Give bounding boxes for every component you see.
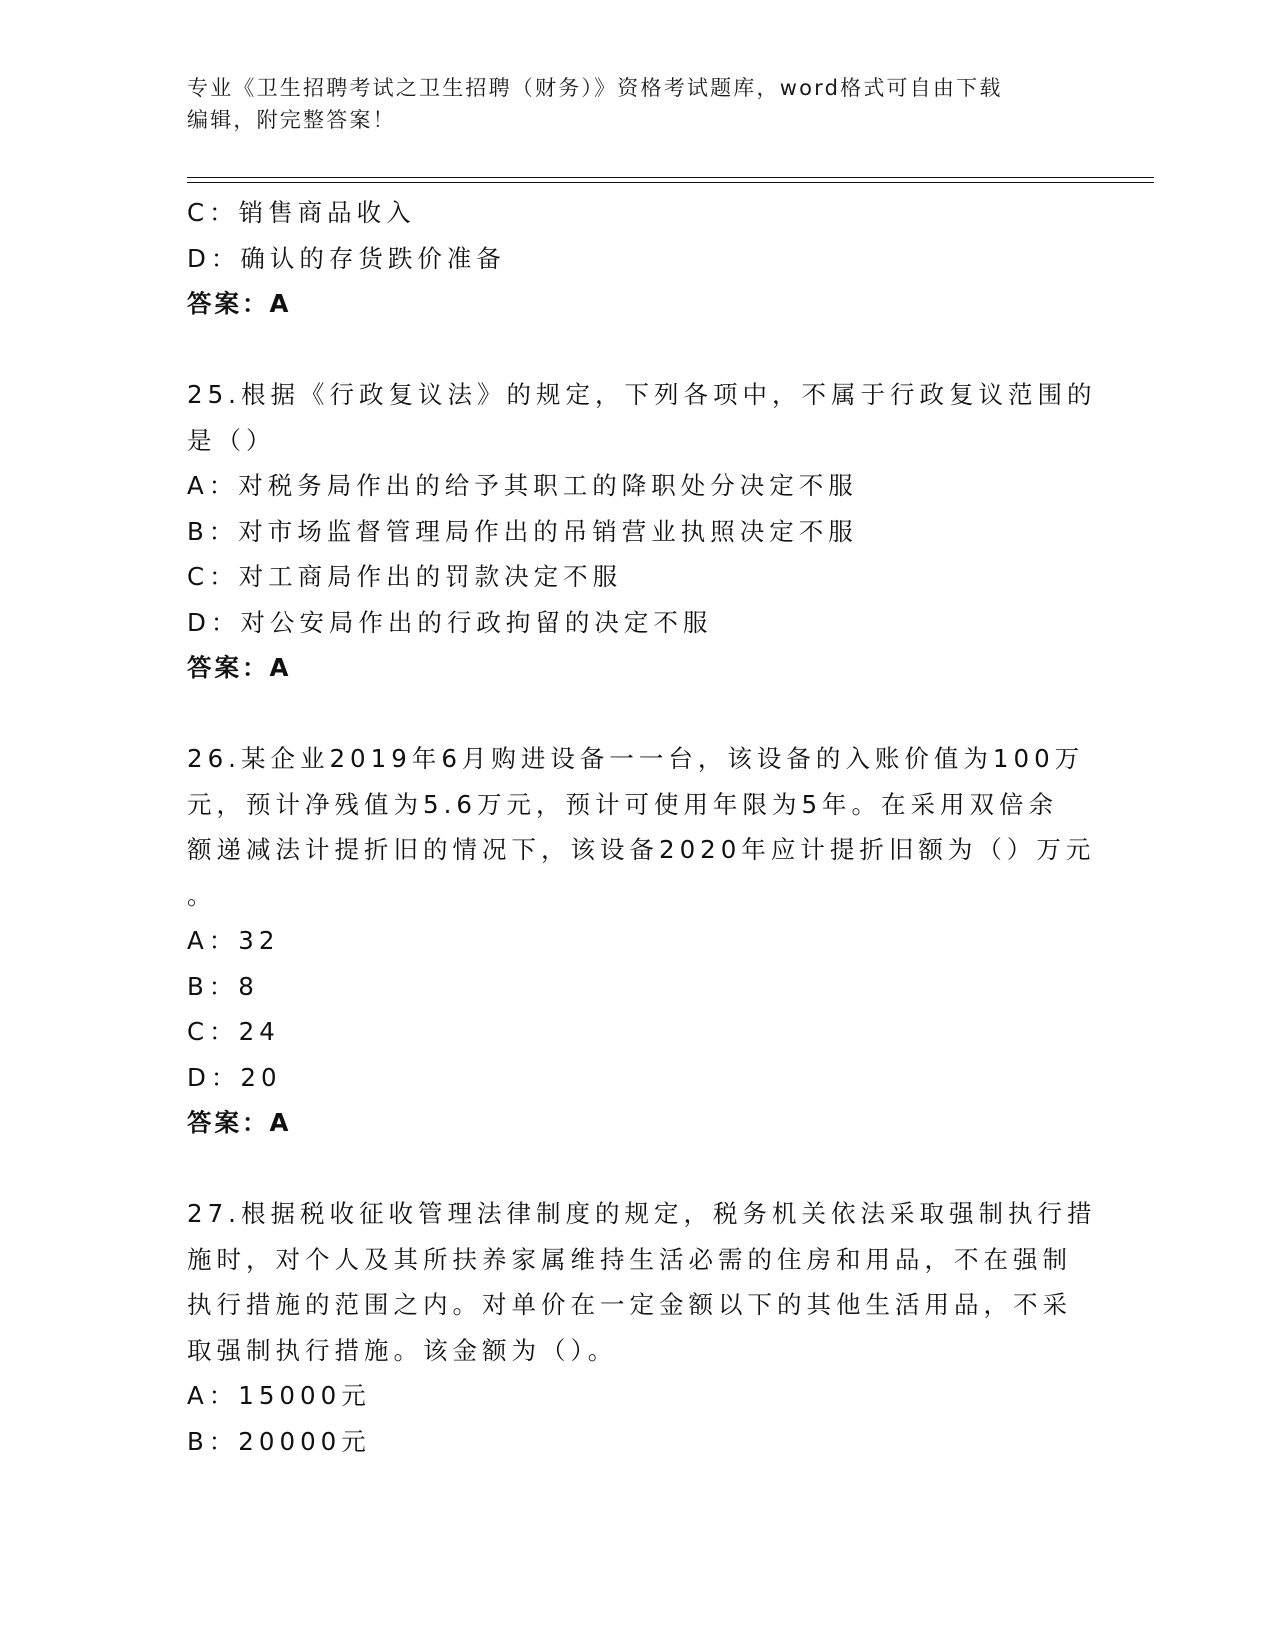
option-c: C：24: [187, 1017, 280, 1046]
question-stem: 施时，对个人及其所扶养家属维持生活必需的住房和用品，不在强制: [187, 1244, 1072, 1274]
previous-question-tail: [187, 190, 1087, 327]
answer: 答案：A: [187, 289, 292, 318]
question-stem: 执行措施的范围之内。对单价在一定金额以下的其他生活用品，不采: [187, 1290, 1072, 1319]
option-d: D：20: [187, 1062, 282, 1092]
question-stem: 是（）: [187, 425, 276, 455]
header-rule-bottom: [187, 182, 1154, 183]
header-line-2: 编辑，附完整答案！: [187, 108, 396, 132]
header-rule-top: [187, 177, 1154, 178]
question-25: [187, 372, 1097, 691]
question-gap: [187, 1146, 1087, 1192]
header-line-1: 专业《卫生招聘考试之卫生招聘（财务）》资格考试题库，word格式可自由下载: [187, 76, 1003, 100]
question-gap: [187, 691, 1087, 737]
option-c: C：销售商品收入: [187, 198, 416, 227]
document-header: [187, 72, 1087, 136]
question-stem: 额递减法计提折旧的情况下，该设备2020年应计提折旧额为（）万元: [187, 835, 1096, 864]
answer: 答案：A: [187, 653, 292, 682]
question-stem: 27.根据税收征收管理法律制度的规定，税务机关依法采取强制执行措: [187, 1199, 1097, 1228]
option-d: D：确认的存货跌价准备: [187, 243, 506, 273]
question-stem: 取强制执行措施。该金额为（）。: [187, 1335, 618, 1365]
question-stem: 。: [187, 880, 217, 910]
option-b: B：对市场监督管理局作出的吊销营业执照决定不服: [187, 516, 858, 546]
question-27: [187, 1191, 1097, 1464]
option-a: A：对税务局作出的给予其职工的降职处分决定不服: [187, 471, 858, 500]
option-a: A：15000元: [187, 1381, 371, 1410]
question-stem: 元，预计净残值为5.6万元，预计可使用年限为5年。在采用双倍余: [187, 789, 1059, 819]
question-26: [187, 736, 1096, 1146]
option-a: A：32: [187, 926, 280, 955]
option-b: B：8: [187, 971, 259, 1001]
option-b: B：20000元: [187, 1426, 371, 1456]
question-list: [187, 190, 1097, 1464]
option-c: C：对工商局作出的罚款决定不服: [187, 562, 623, 591]
answer: 答案：A: [187, 1108, 292, 1137]
question-stem: 25.根据《行政复议法》的规定，下列各项中，不属于行政复议范围的: [187, 380, 1097, 409]
question-stem: 26.某企业2019年6月购进设备一一台，该设备的入账价值为100万: [187, 744, 1085, 773]
option-d: D：对公安局作出的行政拘留的决定不服: [187, 607, 713, 637]
question-gap: [187, 327, 1087, 373]
